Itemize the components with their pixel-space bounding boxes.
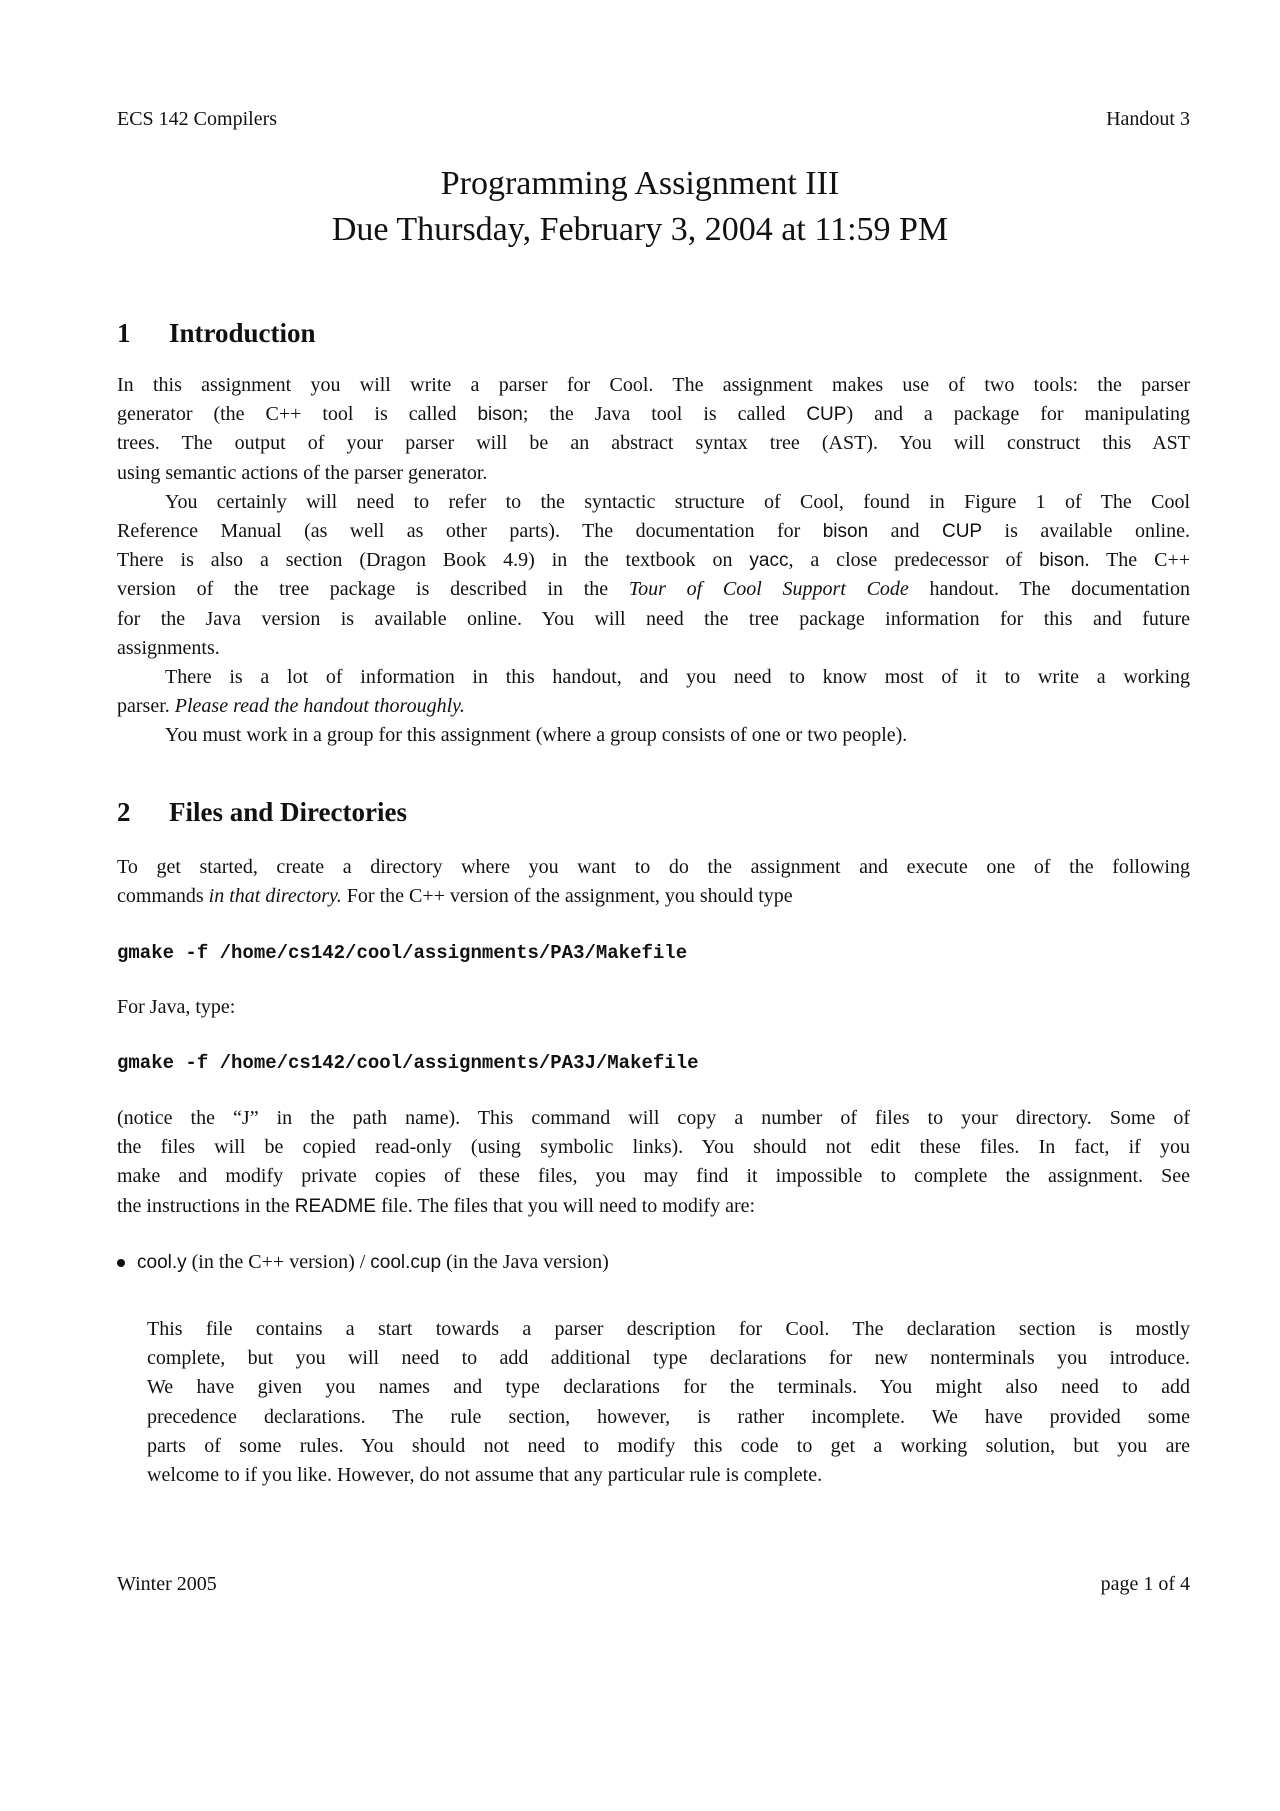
text-line xyxy=(117,993,1190,1022)
text-run: generator (the C++ tool is called xyxy=(117,403,478,426)
text-line xyxy=(117,882,1190,911)
text-line xyxy=(147,1373,1190,1402)
text-run: ; the Java tool is called xyxy=(522,403,807,426)
page-title: Programming Assignment III xyxy=(440,165,840,202)
cpp-command: gmake -f /home/cs142/cool/assignments/PA3/Makefile xyxy=(117,942,688,964)
header-course: ECS 142 Compilers xyxy=(117,108,278,130)
text-run: complete, but you will need to add additional type declarations for new nonterminals you introduce. xyxy=(147,1347,1190,1370)
text-run: For the C++ version of the assignment, you should type xyxy=(341,885,793,908)
code-term: CUP xyxy=(806,404,847,426)
text-line xyxy=(147,1315,1190,1344)
text-line xyxy=(117,488,1190,517)
text-run: This file contains a start towards a parser description for Cool. The declaration section is mostly xyxy=(147,1318,1190,1340)
text-line xyxy=(117,400,1190,429)
section-number: 2 xyxy=(117,797,131,827)
notice-paragraph xyxy=(117,1104,1190,1221)
text-line xyxy=(117,605,1190,634)
text-line xyxy=(117,459,1190,488)
text-run: version of the tree package is described in the xyxy=(117,578,629,601)
text-run: commands xyxy=(117,885,209,908)
due-date: Due Thursday, February 3, 2004 at 11:59 PM xyxy=(331,211,949,248)
text-run: parts of some rules. You should not need to modify this code to get a working solution, but you are xyxy=(147,1434,1190,1457)
text-line xyxy=(117,371,1190,400)
code-term: bison xyxy=(477,404,523,426)
code-term: cool.cup xyxy=(370,1252,442,1273)
text-line xyxy=(117,634,1190,663)
getting-started-paragraph xyxy=(117,853,1190,911)
emphasis-text: Please read the handout thoroughly. xyxy=(174,695,465,718)
text-run: trees. The output of your parser will be an abstract syntax tree (AST). You will construct this AST xyxy=(117,432,1190,455)
code-term: bison xyxy=(822,521,869,543)
text-line xyxy=(117,692,1190,721)
java-command: gmake -f /home/cs142/cool/assignments/PA3J/Makefile xyxy=(117,1052,699,1074)
code-term: CUP xyxy=(941,521,983,543)
text-run: make and modify private copies of these files, you may find it impossible to complete the assignment. See xyxy=(117,1165,1190,1188)
code-term: cool.y xyxy=(137,1252,187,1273)
section-title: Files and Directories xyxy=(169,797,407,827)
text-run: using semantic actions of the parser generator. xyxy=(117,461,488,484)
section-number: 1 xyxy=(117,318,131,348)
text-run: We have given you names and type declarations for the terminals. You might also need to add xyxy=(147,1376,1190,1399)
text-run: ) and a package for manipulating xyxy=(846,403,1191,426)
section-heading-introduction xyxy=(117,315,316,351)
text-line xyxy=(117,1104,1190,1133)
text-run: Reference Manual (as well as other parts). The documentation for xyxy=(117,520,823,543)
text-run: In this assignment you will write a parser for Cool. The assignment makes use of two tools: the parser xyxy=(117,374,1190,396)
text-run: To get started, create a directory where you want to do the assignment and execute one of the following xyxy=(117,856,1190,878)
text-run: . The C++ xyxy=(1084,549,1191,572)
text-line xyxy=(117,575,1190,604)
text-line xyxy=(117,1133,1190,1162)
text-run: the files will be copied read-only (using symbolic links). You should not edit these files. In fact, if you xyxy=(117,1136,1190,1159)
text-line xyxy=(117,429,1190,458)
text-line xyxy=(117,1162,1190,1191)
text-run: the instructions in the xyxy=(117,1194,295,1217)
text-line xyxy=(147,1403,1190,1432)
text-run: You must work in a group for this assignment (where a group consists of one or two people). xyxy=(165,724,908,747)
text-run: for the Java version is available online. You will need the tree package information for this and future xyxy=(117,607,1190,630)
text-line xyxy=(117,721,1190,750)
text-run: There is a lot of information in this handout, and you need to know most of it to write a working xyxy=(165,666,1190,689)
for-java-text xyxy=(117,993,1190,1022)
emphasis-text: in that directory. xyxy=(208,885,342,908)
text-line xyxy=(137,1251,609,1273)
text-run: handout. The documentation xyxy=(908,578,1190,601)
text-run: precedence declarations. The rule section, however, is rather incomplete. We have provided some xyxy=(147,1405,1190,1428)
text-run: (in the C++ version) / xyxy=(186,1251,371,1273)
text-run: For Java, type: xyxy=(117,996,236,1018)
text-line xyxy=(147,1432,1190,1461)
text-run: There is also a section (Dragon Book 4.9) in the textbook on xyxy=(117,549,750,572)
emphasis-text: Tour of Cool Support Code xyxy=(628,578,909,601)
text-line xyxy=(117,853,1190,882)
text-run: assignments. xyxy=(117,636,220,659)
header-handout: Handout 3 xyxy=(1106,108,1190,130)
code-term: yacc xyxy=(749,550,789,572)
bullet-text xyxy=(137,1251,609,1273)
text-run: , a close predecessor of xyxy=(788,549,1040,572)
code-term: README xyxy=(294,1195,377,1217)
text-line xyxy=(117,663,1190,692)
footer-page-number: page 1 of 4 xyxy=(1100,1573,1190,1595)
text-run: parser. xyxy=(117,695,175,718)
text-line xyxy=(117,517,1190,546)
text-line xyxy=(147,1461,1190,1490)
section-title: Introduction xyxy=(169,318,316,348)
text-run: is available online. xyxy=(982,520,1190,543)
intro-paragraphs xyxy=(117,371,1190,751)
text-run: welcome to if you like. However, do not assume that any particular rule is complete. xyxy=(147,1464,823,1487)
bullet-icon xyxy=(117,1259,125,1267)
bullet-item xyxy=(117,1248,609,1277)
text-line xyxy=(117,546,1190,575)
bullet-description xyxy=(147,1315,1190,1490)
section-heading-files xyxy=(117,794,407,830)
text-run: file. The files that you will need to modify are: xyxy=(376,1194,756,1217)
text-run: (in the Java version) xyxy=(441,1251,609,1273)
text-line xyxy=(147,1344,1190,1373)
footer-term: Winter 2005 xyxy=(117,1573,217,1595)
code-term: bison xyxy=(1039,550,1085,572)
text-run: (notice the “J” in the path name). This command will copy a number of files to your directory. Some of xyxy=(117,1107,1190,1129)
text-line xyxy=(117,1192,1190,1221)
text-run: and xyxy=(868,520,942,543)
text-run: You certainly will need to refer to the syntactic structure of Cool, found in Figure 1 of The Cool xyxy=(165,490,1190,513)
